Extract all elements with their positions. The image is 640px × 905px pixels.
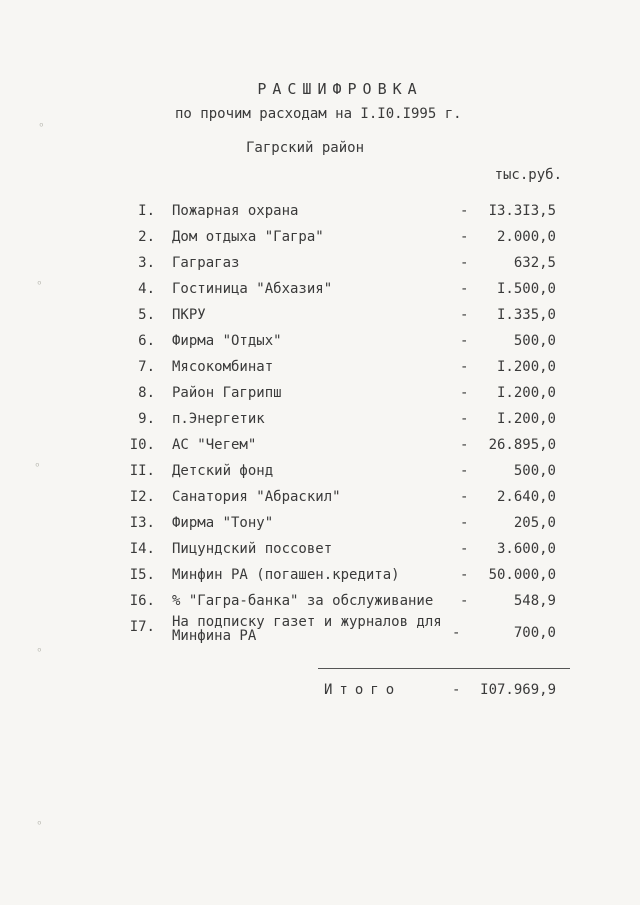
item-name: п.Энергетик [172, 411, 265, 427]
expense-row [0, 251, 640, 277]
item-name: Дом отдыха "Гагра" [172, 229, 324, 245]
item-name: Гаграгаз [172, 255, 240, 271]
item-dash: - [460, 515, 469, 531]
expense-row [0, 511, 640, 537]
expense-row [0, 459, 640, 485]
item-value: I.200,0 [496, 385, 556, 401]
item-value: 3.600,0 [496, 541, 556, 557]
item-number: 5. [138, 307, 155, 323]
item-number: I0. [129, 437, 155, 453]
expense-row [0, 355, 640, 381]
item-dash: - [460, 385, 469, 401]
item-name: ПКРУ [172, 307, 206, 323]
item-number: 7. [138, 359, 155, 375]
item-name: Санатория "Абраскил" [172, 489, 341, 505]
region-label: Гагрский район [246, 140, 365, 156]
item-name: Минфин РА (погашен.кредита) [172, 567, 400, 583]
item-name: Район Гагрипш [172, 385, 282, 401]
item-number: I7. [129, 619, 155, 635]
item-dash: - [460, 489, 469, 505]
item-number: 4. [138, 281, 155, 297]
expense-row [0, 589, 640, 615]
item-value: 205,0 [513, 515, 556, 531]
item-dash: - [460, 541, 469, 557]
item-number: 6. [138, 333, 155, 349]
item-value: I.500,0 [496, 281, 556, 297]
margin-mark: ᵒ [36, 278, 43, 291]
item-value: I.200,0 [496, 411, 556, 427]
item-name: % "Гагра-банка" за обслуживание [172, 593, 434, 609]
item-number: I5. [129, 567, 155, 583]
expense-row [0, 407, 640, 433]
total-value: I07.969,9 [480, 682, 556, 698]
item-dash: - [460, 203, 469, 219]
margin-mark: ᵒ [36, 818, 43, 831]
item-value: I.335,0 [496, 307, 556, 323]
expense-row [0, 277, 640, 303]
item-number: I6. [129, 593, 155, 609]
item-name: Мясокомбинат [172, 359, 274, 375]
margin-mark: ᵒ [36, 645, 43, 658]
margin-mark: ᵒ [34, 460, 41, 473]
item-value: 50.000,0 [488, 567, 556, 583]
item-number: 2. [138, 229, 155, 245]
item-name: АС "Чегем" [172, 437, 257, 453]
item-dash: - [460, 567, 469, 583]
item-number: I3. [129, 515, 155, 531]
item-name: Гостиница "Абхазия" [172, 281, 333, 297]
item-value: I.200,0 [496, 359, 556, 375]
item-dash: - [460, 437, 469, 453]
item-value: 700,0 [513, 625, 556, 641]
document-title: РАСШИФРОВКА [257, 80, 423, 98]
item-name: Пицундский поссовет [172, 541, 333, 557]
total-underline [318, 668, 570, 669]
item-name: Фирма "Тону" [172, 515, 274, 531]
expense-row [0, 615, 640, 655]
expense-row [0, 199, 640, 225]
item-value: 26.895,0 [488, 437, 556, 453]
item-name: Детский фонд [172, 463, 274, 479]
item-dash: - [460, 411, 469, 427]
expense-row [0, 537, 640, 563]
margin-mark: ᵒ [38, 120, 45, 133]
expense-row [0, 225, 640, 251]
item-dash: - [460, 281, 469, 297]
item-number: 3. [138, 255, 155, 271]
item-number: I. [138, 203, 155, 219]
item-dash: - [460, 593, 469, 609]
item-value: 548,9 [513, 593, 556, 609]
units-label: тыс.руб. [494, 167, 562, 183]
item-dash: - [460, 255, 469, 271]
item-value: 632,5 [513, 255, 556, 271]
item-dash: - [460, 359, 469, 375]
item-dash: - [460, 307, 469, 323]
expense-row [0, 563, 640, 589]
document-subtitle: по прочим расходам на I.I0.I995 г. [175, 106, 462, 122]
expense-row [0, 381, 640, 407]
item-number: I4. [129, 541, 155, 557]
item-name: Пожарная охрана [172, 203, 299, 219]
expense-row [0, 433, 640, 459]
total-dash: - [452, 682, 461, 698]
item-dash: - [452, 625, 461, 641]
item-number: 9. [138, 411, 155, 427]
item-dash: - [460, 229, 469, 245]
item-name: На подписку газет и журналов для Минфина РА [172, 614, 442, 644]
item-dash: - [460, 333, 469, 349]
item-value: I3.3I3,5 [488, 203, 556, 219]
item-value: 2.640,0 [496, 489, 556, 505]
item-number: 8. [138, 385, 155, 401]
item-number: I2. [129, 489, 155, 505]
item-dash: - [460, 463, 469, 479]
expense-row [0, 329, 640, 355]
total-label: Итого [324, 682, 402, 698]
expense-row [0, 303, 640, 329]
item-number: II. [129, 463, 155, 479]
item-name: Фирма "Отдых" [172, 333, 282, 349]
expense-list [0, 199, 640, 655]
item-value: 2.000,0 [496, 229, 556, 245]
expense-row [0, 485, 640, 511]
item-value: 500,0 [513, 463, 556, 479]
item-value: 500,0 [513, 333, 556, 349]
